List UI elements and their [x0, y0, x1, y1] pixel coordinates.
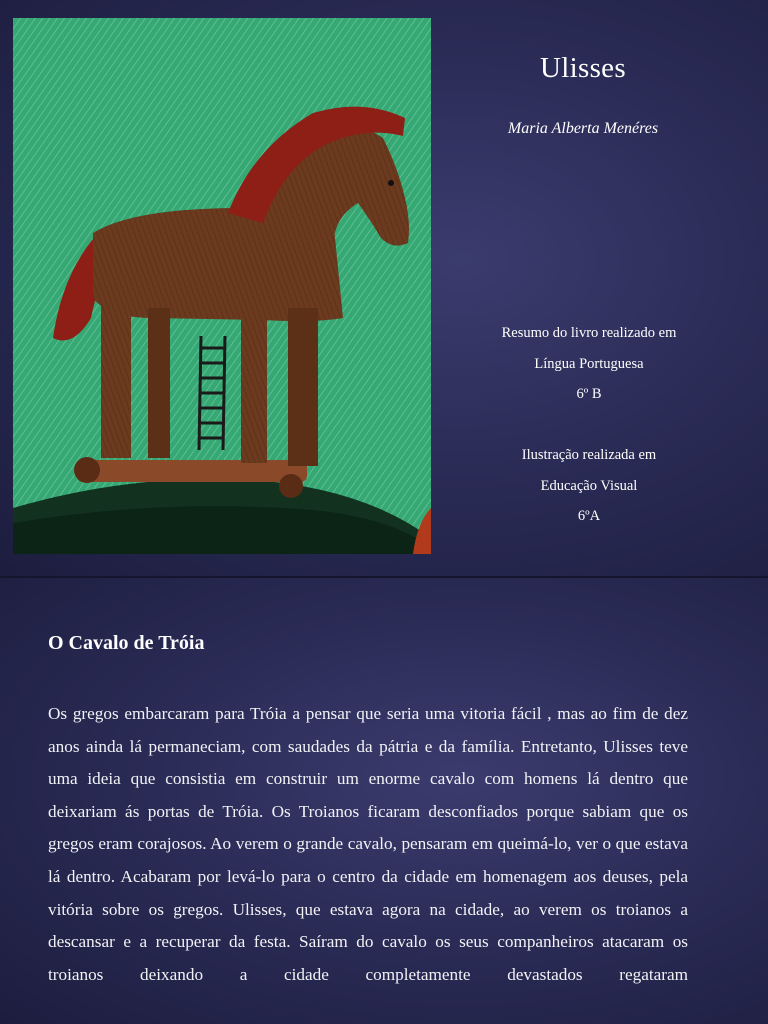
- section-heading: O Cavalo de Tróia: [48, 632, 205, 654]
- illustration-line: Educação Visual: [540, 477, 638, 494]
- trojan-horse-illustration: [13, 18, 431, 554]
- book-author: Maria Alberta Menéres: [507, 120, 659, 137]
- illustration-line: Ilustração realizada em: [521, 447, 657, 463]
- summary-info: [440, 318, 738, 410]
- summary-line: Resumo do livro realizado em: [501, 325, 677, 341]
- illustration-line: 6ºA: [577, 508, 601, 525]
- summary-line: Língua Portuguesa: [534, 355, 644, 372]
- section-paragraph: Os gregos embarcaram para Tróia a pensar que seria uma vitoria fácil , mas ao fim de dez anos ainda lá permaneciam, com saudades da pátria e da família. Entretanto, Ulisses teve uma ideia que consistia em construir um enorme cavalo com homens lá dentro que deixariam ás portas de Tróia. Os Troianos ficaram desconfiados porque sabiam que os gregos eram corajosos. Ao verem o grande cavalo, pensaram em queimá-lo, ver o que estava lá dentro. Acabaram por levá-lo para o centro da cidade em homenagem aos deuses, pela vitória sobre os gregos. Ulisses, que estava agora na cidade, ao verem os troianos a descansar e a recuperar da festa. Saíram do cavalo os seus companheiros atacaram os troianos deixando a cidade completamente devastados regataram: [48, 704, 688, 984]
- illustration-info: [440, 440, 738, 532]
- book-title: Ulisses: [540, 52, 626, 84]
- summary-line: 6º B: [576, 386, 602, 403]
